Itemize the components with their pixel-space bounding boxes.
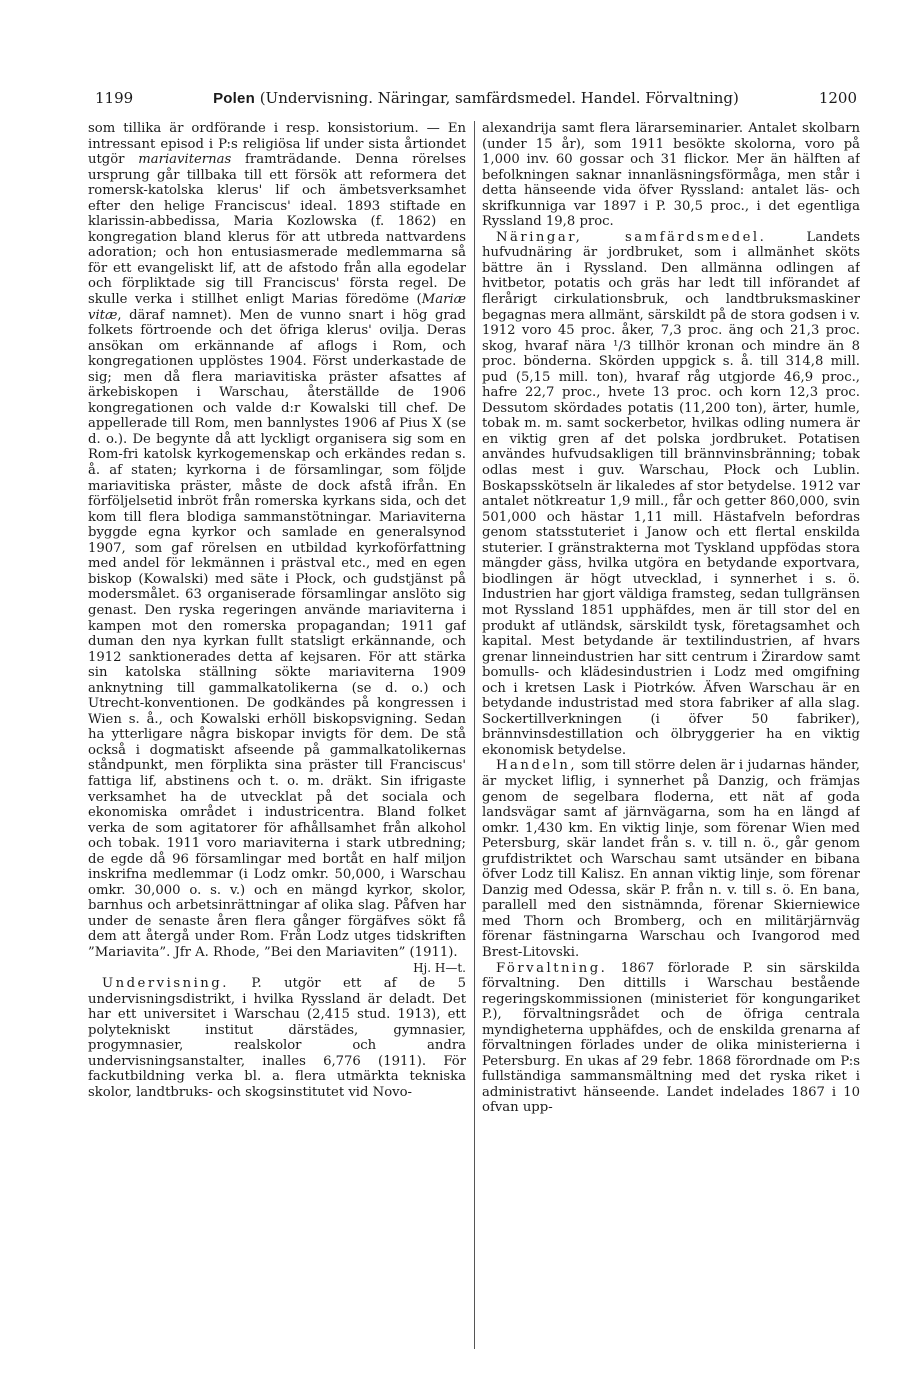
running-title-keyword: Polen — [213, 90, 255, 107]
mariavites-text-b: framträdande. Denna rörelses ursprung går tillbaka till ett försök att reformera det romersk-katolska klerus' lif och ämbetsverksamhet efter den helige Franciscus' ideal. 1893 stiftade en klarissin-abbedissa, Maria Kozlowska (f. 1862) en kongregation bland klerus för att utbreda nattvardens adoration; och hon entusiasmerade medlemmarna så för ett evangeliskt lif, att de afstodo från alla egodelar och förpliktade sig till Franciscus' första regel. De skulle verka i stillhet enligt Marias föredöme ( — [88, 152, 466, 308]
trade-heading: Handeln, — [496, 758, 578, 774]
left-column — [88, 121, 466, 1361]
page-number-right: 1200 — [818, 89, 857, 107]
right-column — [482, 121, 860, 1361]
mariae-vitae-term: Mariæ vitæ — [88, 292, 466, 323]
trade-text: som till större delen är i judarnas händer, är mycket liflig, i synnerhet på Danzig, och främjas genom de segelbara floderna, ett nät af goda landsvägar samt af järnvägarna, som ha en längd af omkr. 1,430 km. En viktig linje, som förenar Wien med Petersburg, skär landet från s. v. till n. ö., går genom grufdistriktet och Warschau samt utsänder en bibana öfver Lodz till Kalisz. En annan viktig linje, som förenar Danzig med Odessa, skär P. från n. v. till s. ö. En bana, parallell med den sistnämnda, förenar Skierniewice med Thorn och Bromberg, och en militärjärnväg förenar fästningarna Warschau och Ivangorod med Brest-Litovski. — [482, 758, 860, 960]
industries-text: Landets hufvudnäring är jordbruket, som i allmänhet sköts bättre än i Ryssland. Den allmänna odlingen af hvitbetor, potatis och gräs har ledt till införandet af flerårigt cirkulationsbruk, och landtbruksmaskiner begagnas mera allmänt, särskildt på de stora godsen i v. 1912 voro 45 proc. åker, 7,3 proc. äng och 21,3 proc. skog, hvaraf nära ¹/3 tillhör kronan och mindre än 8 proc. bönderna. Skörden uppgick s. å. till 314,8 mill. pud (5,15 mill. ton), hvaraf råg utgjorde 46,9 proc., hafre 22,7 proc., hvete 13 proc. och korn 12,3 proc. Dessutom skördades potatis (11,200 ton), ärter, humle, tobak m. m. samt sockerbetor, hvilkas odling numera är en viktig gren af det polska jordbruket. Potatisen användes hufvudsakligen till brännvinsbränning; tobak odlas mest i guv. Warschau, Płock och Lublin. Boskapsskötseln är likaledes af stor betydelse. 1912 var antalet nötkreatur 1,9 mill., får och getter 860,000, svin 501,000 och hästar 1,11 mill. Hästafveln befordras genom statsstuteriet i Janow och ett flertal enskilda stuterier. I gränstrakterna mot Tyskland uppfödas stora mängder gäss, hvilka utgöra en betydande exportvara, biodlingen är högt utvecklad, i synnerhet i s. ö. Industrien har gjort väldiga framsteg, sedan tullgränsen mot Ryssland 1851 upphäfdes, men är till stor del en produkt af utländsk, särskildt tysk, företagsamhet och kapital. Mest betydande är textilindustrien, af hvars grenar linneindustrien har sitt centrum i Żirardow samt bomulls- och klädesindustrien i Lodz med omgifning och i kretsen Lask i Piotrków. Äfven Warschau är en betydande industristad med stora fabriker af alla slag. Sockertillverkningen (i öfver 50 fabriker), brännvinsdestillation och ölbryggerier ha en viktig ekonomisk betydelse. — [482, 229, 860, 758]
mariavites-paragraph — [88, 121, 466, 975]
page-header — [95, 86, 857, 110]
education-continuation-paragraph: alexandrija samt flera lärarseminarier. Antalet skolbarn (under 15 år), som 1911 besökte skolorna, voro på 1,000 inv. 60 gossar och 31 flickor. Mer än hälften af befolkningen saknar innanläsningsförmåga, men står i detta hänseende vida öfver Ryssland: antalet läs- och skrifkunniga var 1897 i P. 30,5 proc., i det egentliga Ryssland 19,8 proc. — [482, 121, 860, 230]
education-text: P. utgör ett af de 5 undervisningsdistrikt, i hvilka Ryssland är deladt. Det har ett universitet i Warschau (2,415 stud. 1913), ett polytekniskt institut därstädes, gymnasier, progymnasier, realskolor och andra undervisningsanstalter, inalles 6,776 (1911). För fackutbildning verka bl. a. flera utmärkta tekniska skolor, landtbruks- och skogsinstitutet vid Novo- — [88, 976, 466, 1100]
administration-heading: Förvaltning. — [496, 960, 608, 976]
education-heading: Undervisning. — [102, 976, 229, 992]
running-title — [95, 86, 857, 111]
mariavites-text-a: som tillika är ordförande i resp. konsistorium. — En intressant episod i P:s religiösa lif under sista årtiondet utgör — [88, 121, 466, 168]
education-paragraph — [88, 976, 466, 1100]
industries-heading: Näringar, samfärdsmedel. — [496, 229, 767, 245]
mariavites-text-c: , däraf namnet). Men de vunno snart i hög grad folkets förtroende och det öfriga klerus' ovilja. Deras ansökan om erkännande af aflogs i Rom, och kongregationen upplöstes 1904. Först underkastade de sig; men då flera mariavitiska präster afsattes af ärkebiskopen i Warschau, återställde de 1906 kongregationen och valde d:r Kowalski till chef. De appellerade till Rom, men bannlystes 1906 af Pius X (se d. o.). De begynte då att lyckligt organisera sig som en Rom-fri katolsk kyrkogemenskap och erkändes redan s. å. af staten; kyrkorna i de församlingar, som följde mariavitiska präster, måste de dock afstå ifrån. En förföljelsetid inbröt från romerska kyrkans sida, och det kom till flera blodiga sammanstötningar. Mariaviterna byggde egna kyrkor och samlade en generalsynod 1907, som gaf rörelsen en utbildad kyrkoförfattning med andel för lekmännen i prästval etc., med en egen biskop (Kowalski) med säte i Płock, och gudstjänst på modersmålet. 63 organiserade församlingar anslöto sig genast. Den ryska regeringen använde mariaviterna i kampen mot den romerska propagandan; 1911 gaf duman den nya kyrkan fullt statsligt erkännande, och 1912 sanktionerades detta af kejsaren. För att stärka sin katolska ställning sökte mariaviterna 1909 anknytning till gammalkatolikerna (se d. o.) och Utrecht-konventionen. De godkändes på kongressen i Wien s. å., och Kowalski erhöll biskopsvigning. Sedan ha ytterligare några biskopar invigts för dem. De stå också i dogmatiskt afseende på gammalkatolikernas ståndpunkt, men förplikta sina präster till Franciscus' fattiga lif, abstinens och t. o. m. dräkt. Sin ifrigaste verksamhet ha de utvecklat på det sociala och ekonomiska området i industricentra. Bland folket verka de som agitatorer för afhållsamhet från alkohol och tobak. 1911 voro mariaviterna i stark utbredning; de egde då 96 församlingar med bortåt en half miljon inskrifna medlemmar (i Lodz omkr. 50,000, i Warschau omkr. 30,000 o. s. v.) och en mängd kyrkor, skolor, barnhus och arbetsinrättningar af olika slag. Påfven har under de senaste åren flera gånger förgäfves sökt få dem att återgå under Rom. Från Lodz utges tidskriften ”Mariavita”. Jfr A. Rhode, ”Bei den Mariaviten” (1911). — [88, 307, 466, 960]
mariaviternas-term: mariaviternas — [138, 152, 232, 168]
industries-paragraph — [482, 230, 860, 759]
column-divider — [474, 121, 475, 1349]
administration-text: 1867 förlorade P. sin särskilda förvaltning. Den dittills i Warschau bestående regeringskommissionen (ministeriet för kongungariket P.), förvaltningsrådet och de öfriga centrala myndigheterna upphäfdes, och de enskilda grenarna af förvaltningen förlades under de olika ministerierna i Petersburg. En ukas af 29 febr. 1868 förordnade om P:s fullständiga sammansmältning med det ryska riket i administrativt hänseende. Landet indelades 1867 i 10 ofvan upp- — [482, 960, 860, 1116]
author-signature: Hj. H—t. — [413, 960, 466, 975]
trade-paragraph — [482, 758, 860, 960]
running-title-subtitle: (Undervisning. Näringar, samfärdsmedel. Handel. Förvaltning) — [254, 89, 739, 107]
administration-paragraph — [482, 961, 860, 1116]
page-number-left: 1199 — [95, 89, 134, 107]
